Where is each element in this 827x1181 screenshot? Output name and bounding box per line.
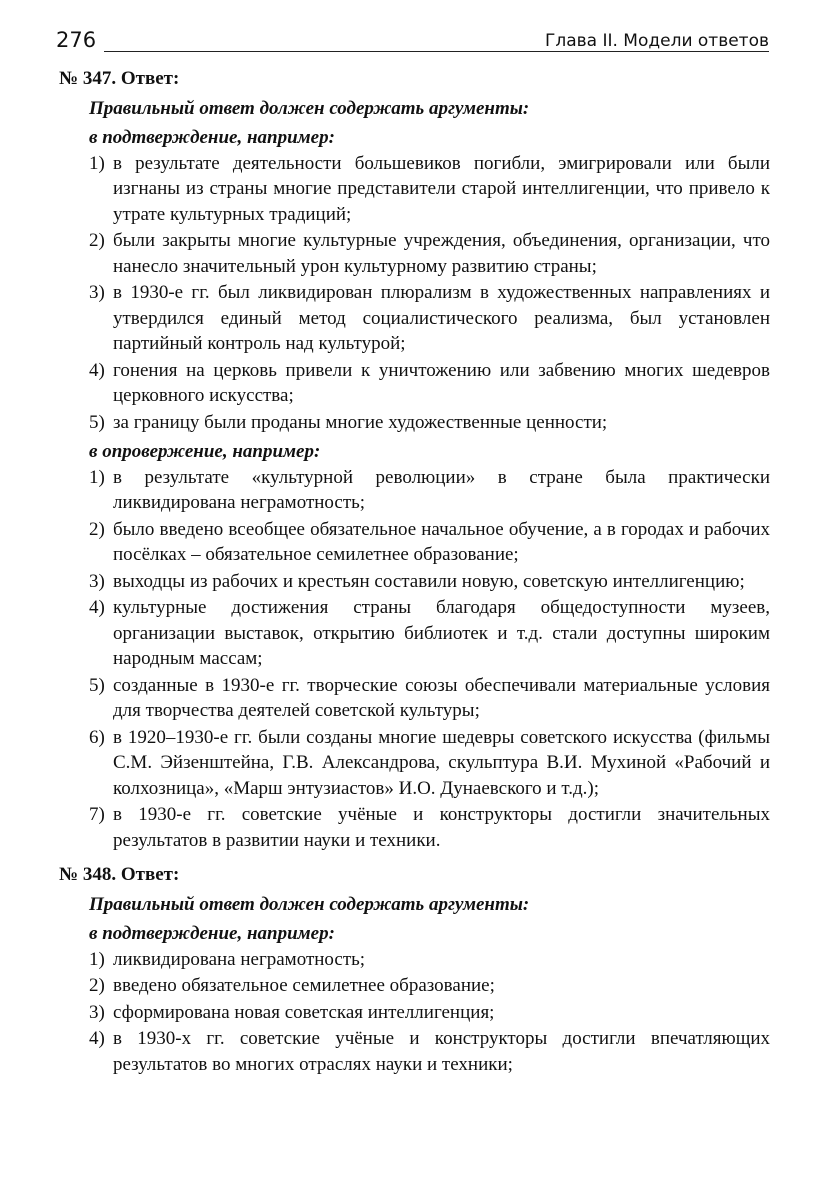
- list-item: [59, 358, 770, 409]
- list-item: [59, 151, 770, 228]
- list-item: [59, 1026, 770, 1077]
- list-item: [59, 517, 770, 568]
- item-text: за границу были проданы многие художественные ценности;: [113, 411, 608, 433]
- answer-heading: № 347. Ответ:: [59, 68, 180, 89]
- item-text: введено обязательное семилетнее образование;: [113, 975, 495, 996]
- answer-348: [59, 862, 770, 1077]
- item-text: культурные достижения страны благодаря общедоступности музеев, организации выставок, открытию библиотек и т.д. стали доступны широким народным массам;: [113, 597, 770, 669]
- list-item: [59, 1000, 770, 1026]
- page-number: 276: [56, 28, 97, 52]
- list-item: [59, 802, 770, 853]
- item-text: в результате «культурной революции» в стране была практически ликвидирована неграмотность;: [113, 466, 770, 513]
- item-text: в 1920–1930-е гг. были созданы многие шедевры советского искусства (фильмы С.М. Эйзенштейна, Г.В. Александрова, скульптура В.И. Мухиной «Рабочий и колхозница», «Марш энтузиастов» И.О. Дунаевского и т.д.);: [113, 726, 770, 799]
- item-number: 1): [89, 152, 105, 174]
- answer-lead: Правильный ответ должен содержать аргументы:: [89, 893, 530, 915]
- item-number: 5): [89, 411, 105, 433]
- list-item: [59, 569, 770, 595]
- item-number: 1): [89, 948, 105, 970]
- section-gap: [59, 854, 770, 862]
- running-head: Глава II. Модели ответов: [544, 31, 769, 51]
- refute-list: [59, 465, 770, 854]
- item-number: 4): [89, 597, 105, 618]
- item-text: было введено всеобщее обязательное начальное обучение, а в городах и рабочих посёлках – обязательное семилетнее образование;: [113, 518, 770, 565]
- item-number: 3): [89, 1001, 105, 1023]
- item-number: 3): [89, 282, 105, 303]
- item-text: гонения на церковь привели к уничтожению или забвению многих шедевров церковного искусства;: [113, 359, 770, 406]
- page-header: [56, 26, 769, 56]
- answer-heading: № 348. Ответ:: [59, 864, 180, 885]
- refute-label: в опровержение, например:: [89, 441, 321, 462]
- list-item: [59, 465, 770, 516]
- list-item: [59, 280, 770, 357]
- item-number: 4): [89, 359, 105, 381]
- item-number: 2): [89, 230, 105, 251]
- item-text: выходцы из рабочих и крестьян составили новую, советскую интеллигенцию;: [113, 570, 745, 592]
- list-item: [59, 410, 770, 436]
- confirm-list: [59, 947, 770, 1078]
- item-text: созданные в 1930-е гг. творческие союзы обеспечивали материальные условия для творчества деятелей советской культуры;: [113, 674, 770, 721]
- confirm-label: в подтверждение, например:: [89, 923, 335, 944]
- item-number: 5): [89, 674, 105, 696]
- list-item: [59, 947, 770, 973]
- list-item: [59, 595, 770, 672]
- item-text: в 1930-е гг. был ликвидирован плюрализм в художественных направлениях и утвердился единый метод социалистического реализма, был установлен партийный контроль над культурой;: [113, 282, 770, 354]
- answer-347: [59, 66, 770, 853]
- list-item: [59, 673, 770, 724]
- list-item: [59, 228, 770, 279]
- item-text: ликвидирована неграмотность;: [113, 948, 366, 970]
- answer-lead: Правильный ответ должен содержать аргументы:: [89, 97, 530, 119]
- item-text: в 1930-х гг. советские учёные и конструкторы достигли впечатляющих результатов во многих отраслях науки и техники;: [113, 1028, 770, 1075]
- item-number: 4): [89, 1028, 105, 1049]
- item-text: в результате деятельности большевиков погибли, эмигрировали или были изгнаны из страны многие представители старой интеллигенции, что привело к утрате культурных традиций;: [113, 152, 770, 225]
- item-text: были закрыты многие культурные учреждения, объединения, организации, что нанесло значительный урон культурному развитию страны;: [113, 230, 770, 277]
- item-number: 7): [89, 804, 105, 825]
- confirm-list: [59, 151, 770, 436]
- confirm-label: в подтверждение, например:: [89, 127, 335, 148]
- item-number: 2): [89, 518, 105, 540]
- item-number: 1): [89, 466, 105, 488]
- page-content: [59, 66, 770, 1078]
- item-number: 2): [89, 975, 105, 996]
- item-text: сформирована новая советская интеллигенция;: [113, 1001, 495, 1023]
- item-text: в 1930-е гг. советские учёные и конструкторы достигли значительных результатов в развитии науки и техники.: [113, 804, 770, 851]
- item-number: 6): [89, 726, 105, 748]
- item-number: 3): [89, 570, 105, 592]
- list-item: [59, 973, 770, 999]
- list-item: [59, 725, 770, 802]
